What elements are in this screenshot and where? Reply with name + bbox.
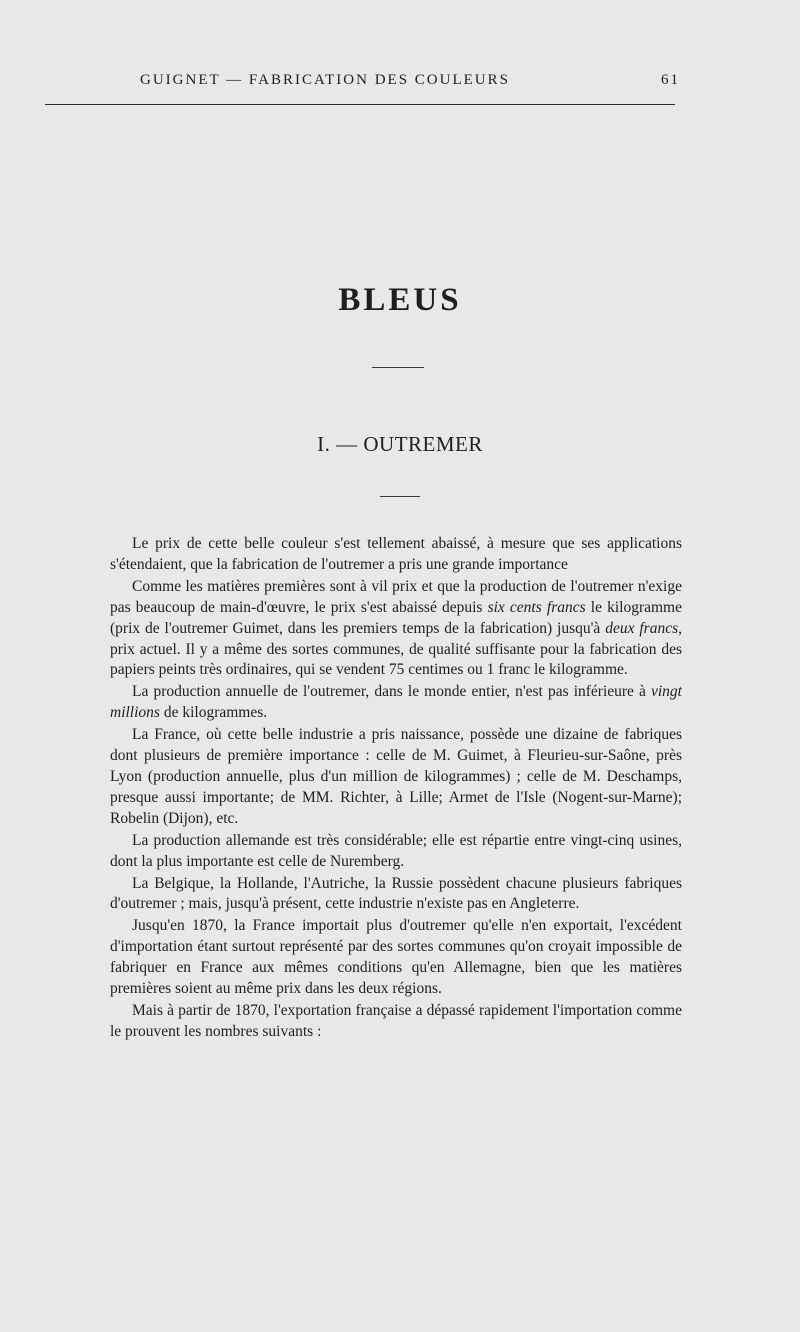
italic-emphasis: deux francs <box>605 619 679 637</box>
section-title: BLEUS <box>338 282 462 318</box>
body-text <box>110 534 682 1044</box>
running-title: GUIGNET — FABRICATION DES COULEURS <box>140 72 510 88</box>
paragraph: La France, où cette belle industrie a pris naissance, possède une dizaine de fabriques dont plusieurs de première importance : celle de M. Guimet, à Fleurieu-sur-Saône, près Lyon (production annuelle, plus d'un million de kilogrammes) ; celle de M. Deschamps, presque aussi importante; de MM. Richter, à Lille; Armet de l'Isle (Nogent-sur-Marne); Robelin (Dijon), etc. <box>110 726 682 827</box>
header-rule <box>45 104 675 105</box>
subsection-title: I. — OUTREMER <box>317 432 483 456</box>
subsection-divider <box>380 496 420 497</box>
paragraph: Mais à partir de 1870, l'exportation française a dépassé rapidement l'importation comme le prouvent les nombres suivants : <box>110 1001 682 1040</box>
paragraph: La production allemande est très considérable; elle est répartie entre vingt-cinq usines, dont la plus importante est celle de Nuremberg. <box>110 831 682 870</box>
italic-emphasis: vingt millions <box>110 683 682 722</box>
paragraph: Le prix de cette belle couleur s'est tellement abaissé, à mesure que ses applications s'étendaient, que la fabrication de l'outremer a pris une grande importance <box>110 535 682 573</box>
section-divider <box>372 367 424 368</box>
paragraph: La Belgique, la Hollande, l'Autriche, la Russie possèdent chacune plusieurs fabriques d'outremer ; mais, jusqu'à présent, cette industrie n'existe pas en Angleterre. <box>110 874 682 913</box>
italic-emphasis: six cents francs <box>487 598 586 616</box>
paragraph: La production annuelle de l'outremer, dans le monde entier, n'est pas inférieure à vingt millions de kilogrammes. <box>110 683 682 722</box>
paragraph: Comme les matières premières sont à vil prix et que la production de l'outremer n'exige pas beaucoup de main-d'œuvre, le prix s'est abaissé depuis six cents francs le kilogramme (prix de l'outremer Guimet, dans les premiers temps de la fabrication) jusqu'à deux francs, prix actuel. Il y a même des sortes communes, de qualité suffisante pour la fabrication des papiers peints très ordinaires, qui se vendent 75 centimes ou 1 franc le kilogramme. <box>110 577 683 679</box>
paragraph: Jusqu'en 1870, la France importait plus d'outremer qu'elle n'en exportait, l'excédent d'importation étant surtout représenté par des sortes communes qu'on croyait impossible de fabriquer en France aux mêmes conditions qu'en Allemagne, bien que les matières premières soient au même prix dans les deux régions. <box>110 917 682 998</box>
page-number: 61 <box>661 72 680 88</box>
